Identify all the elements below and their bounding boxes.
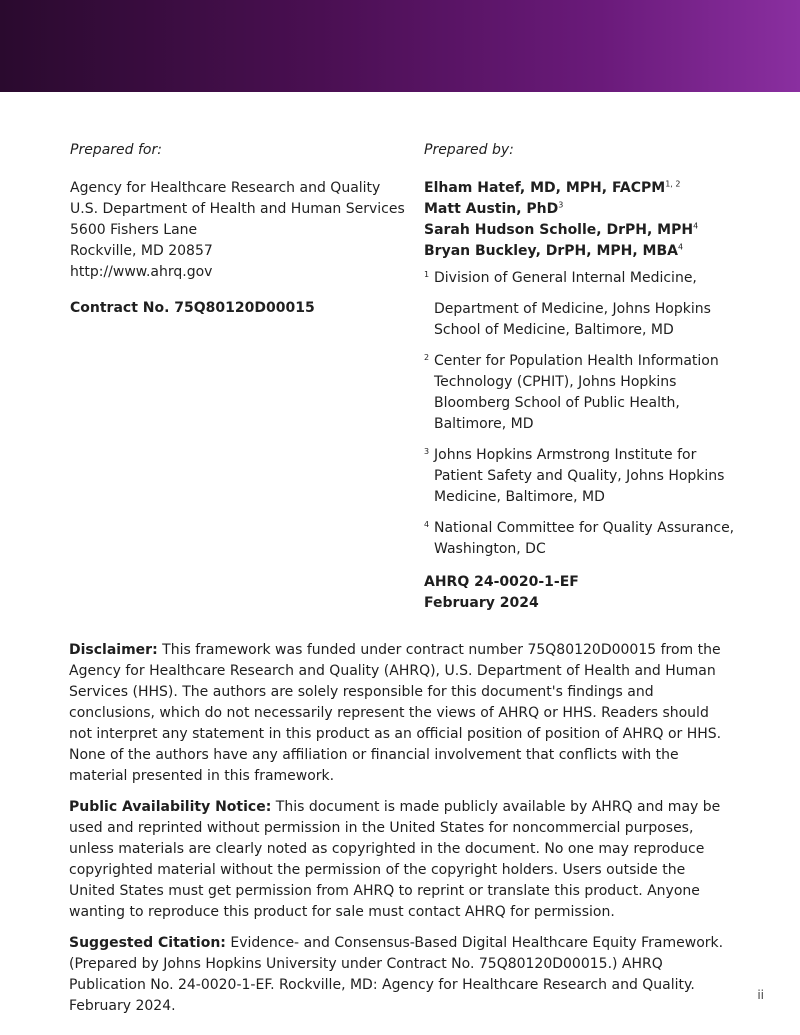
author-list bbox=[424, 178, 764, 262]
affiliation-1: 1 Division of General Internal Medicine, Department of Medicine, Johns Hopkins School of Medicine, Baltimore, MD bbox=[424, 270, 711, 338]
publication-number: AHRQ 24-0020-1-EF bbox=[424, 574, 579, 590]
page-number: ii bbox=[757, 988, 764, 1002]
publication-date: February 2024 bbox=[424, 595, 539, 611]
prepared-for-address bbox=[70, 178, 405, 283]
affiliation-list bbox=[424, 268, 764, 560]
prepared-for-label: Prepared for: bbox=[70, 142, 162, 158]
agency-website[interactable]: http://www.ahrq.gov bbox=[70, 264, 213, 280]
affiliation-4: 4 National Committee for Quality Assurance, Washington, DC bbox=[424, 520, 735, 557]
disclaimer-paragraph: Disclaimer: This framework was funded under contract number 75Q80120D00015 from the Agency for Healthcare Research and Quality (AHRQ), U.S. Department of Health and Human Services (HHS). The authors are solely responsible for this document's findings and conclusions, which do not necessarily represent the views of AHRQ or HHS. Readers should not interpret any statement in this product as an official position of position of AHRQ or HHS. None of the authors have any affiliation or financial involvement that conflicts with the material presented in this framework. bbox=[69, 642, 722, 784]
prepared-by-section bbox=[424, 140, 764, 614]
author: Bryan Buckley, DrPH, MPH, MBA$^4$ bbox=[424, 242, 684, 259]
street-address: 5600 Fishers Lane bbox=[70, 222, 198, 238]
notices-section bbox=[69, 640, 734, 1027]
prepared-for-section bbox=[70, 140, 405, 319]
department-name: U.S. Department of Health and Human Services bbox=[70, 201, 405, 217]
public-availability-paragraph: Public Availability Notice: This document is made publicly available by AHRQ and may be used and reprinted without permission in the United States for noncommercial purposes, unless materials are clearly noted as copyrighted in the document. No one may reproduce copyrighted material without the permission of the copyright holders. Users outside the United States must get permission from AHRQ to reprint or translate this product. Anyone wanting to reproduce this product for sale must contact AHRQ for permission. bbox=[69, 799, 721, 920]
author: Matt Austin, PhD$^3$ bbox=[424, 200, 564, 217]
city-state-zip: Rockville, MD 20857 bbox=[70, 243, 213, 259]
agency-name: Agency for Healthcare Research and Quality bbox=[70, 180, 381, 196]
citation-paragraph: Suggested Citation: Evidence- and Consensus-Based Digital Healthcare Equity Framework. (Prepared by Johns Hopkins University under Contract No. 75Q80120D00015.) AHRQ Publication No. 24-0020-1-EF. Rockville, MD: Agency for Healthcare Research and Quality. February 2024. bbox=[69, 935, 724, 1014]
author: Elham Hatef, MD, MPH, FACPM$^{1, 2}$ bbox=[424, 179, 681, 196]
publication-info bbox=[424, 572, 764, 614]
header-banner bbox=[0, 0, 800, 92]
author: Sarah Hudson Scholle, DrPH, MPH$^4$ bbox=[424, 221, 699, 238]
prepared-by-label: Prepared by: bbox=[424, 142, 514, 158]
contract-number: Contract No. 75Q80120D00015 bbox=[70, 300, 315, 316]
affiliation-3: 3 Johns Hopkins Armstrong Institute for Patient Safety and Quality, Johns Hopkins Medicine, Baltimore, MD bbox=[424, 447, 725, 505]
affiliation-2: 2 Center for Population Health Information Technology (CPHIT), Johns Hopkins Bloomberg School of Public Health, Baltimore, MD bbox=[424, 353, 719, 432]
